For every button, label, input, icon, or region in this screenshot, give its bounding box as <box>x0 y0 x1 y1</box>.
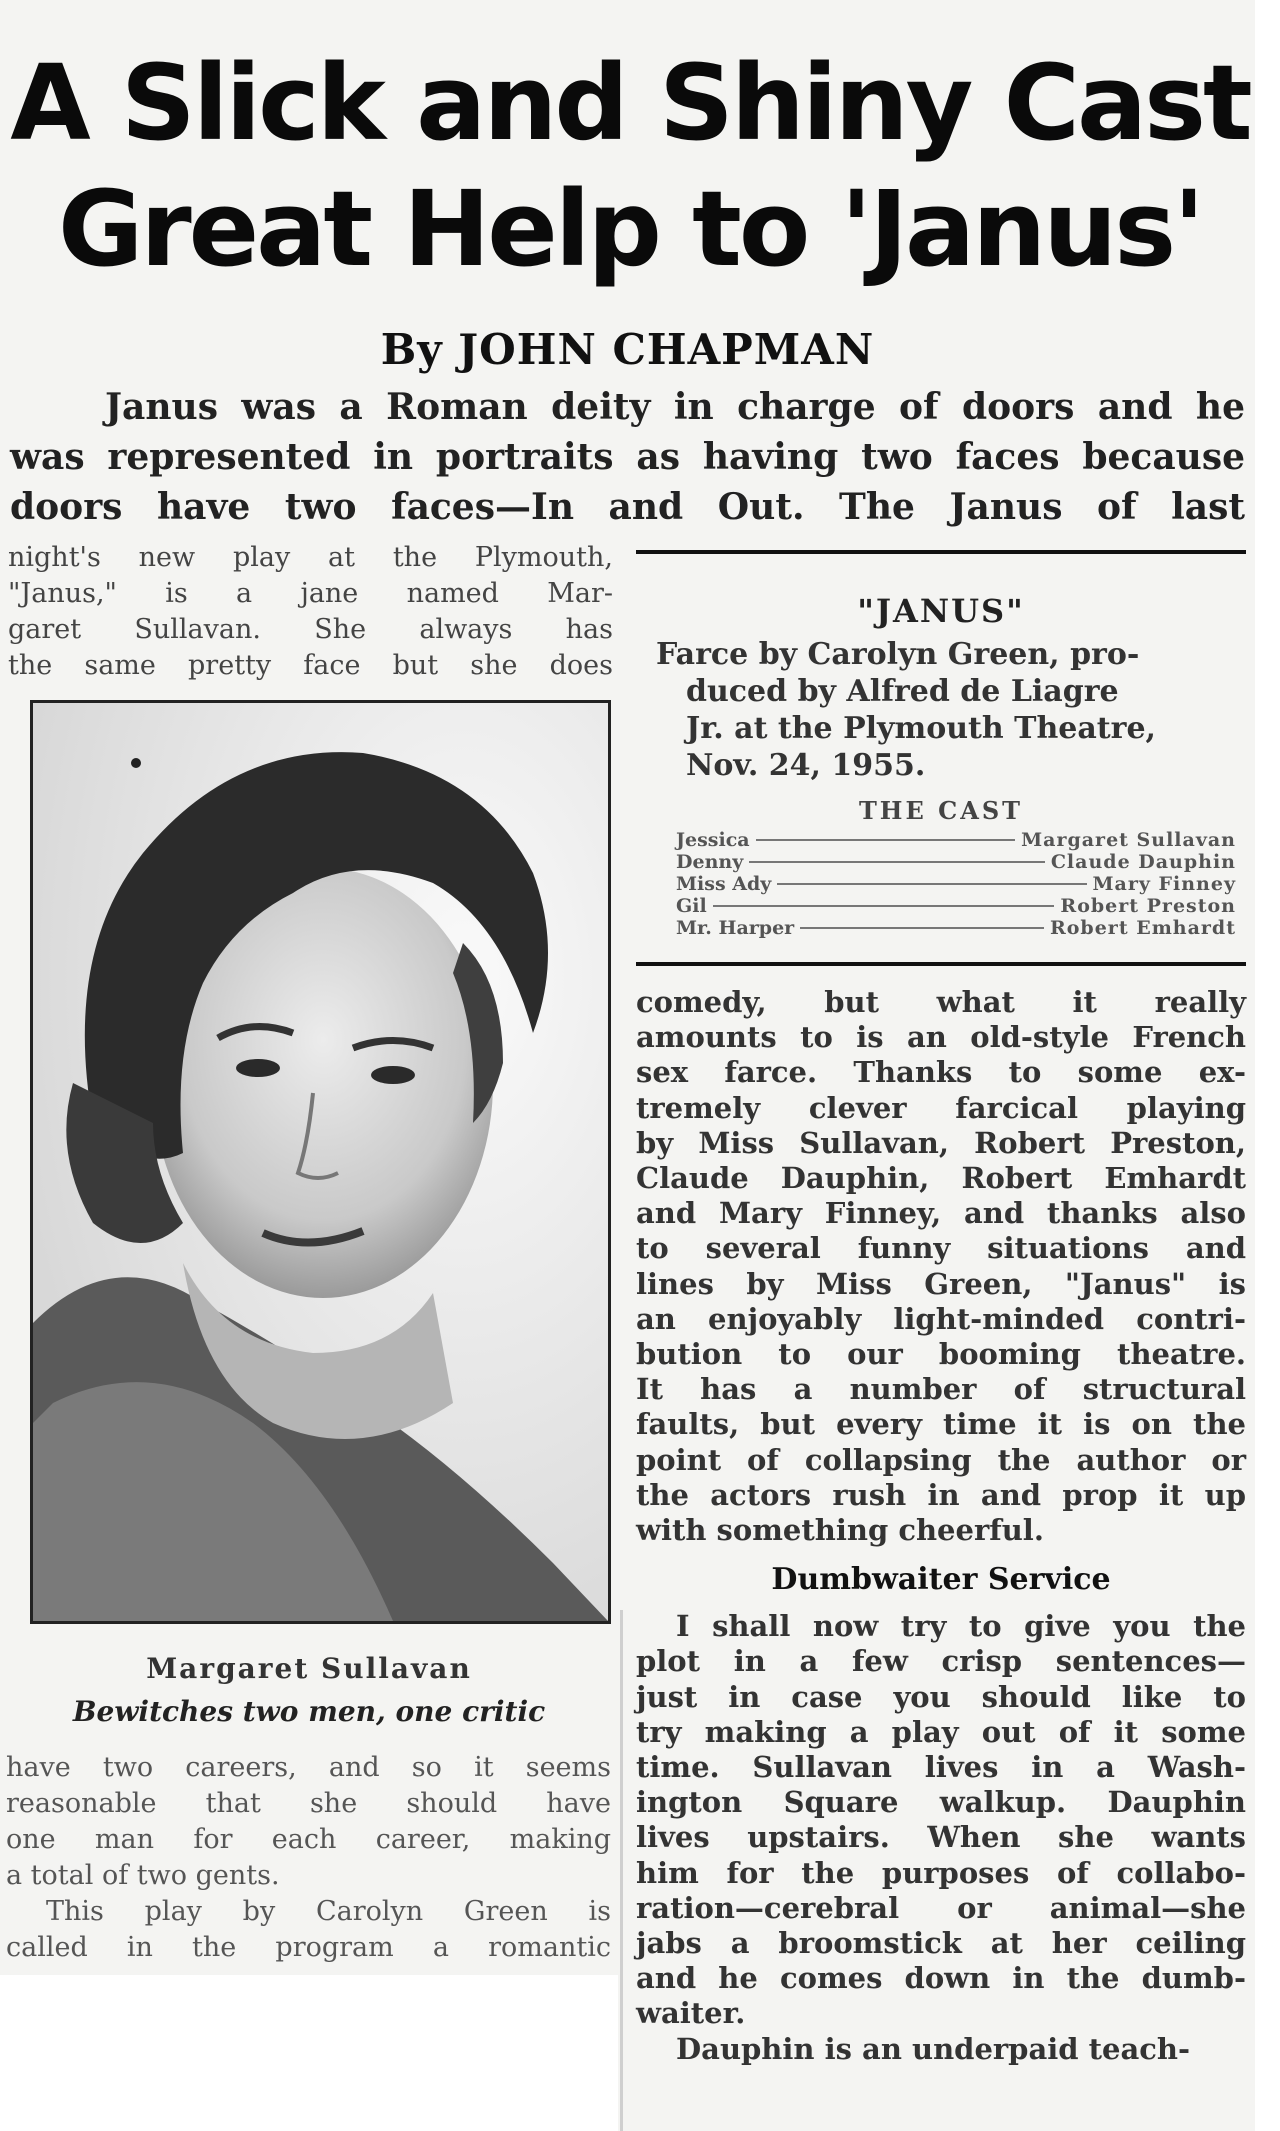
headline <box>10 40 1250 292</box>
portrait-photo <box>30 700 611 1624</box>
leader-line <box>777 883 1086 885</box>
cast-row <box>676 851 1236 873</box>
leader-line <box>749 861 1045 863</box>
page-margin <box>0 1975 618 2131</box>
text-line: waiter. <box>636 1996 746 2031</box>
cast-row <box>676 895 1236 917</box>
cast-row <box>676 873 1236 895</box>
text-line: by Miss Sullavan, Robert Preston, <box>636 1125 1246 1160</box>
byline: By JOHN CHAPMAN <box>380 325 875 374</box>
headline-line-1: A Slick and Shiny Cast <box>10 42 1250 164</box>
text-line: one man for each career, making <box>6 1824 611 1855</box>
cast-role: Gil <box>676 895 707 917</box>
cast-actor: Robert Emhardt <box>1049 917 1236 939</box>
text-line: plot in a few crisp sentences— <box>636 1644 1246 1679</box>
headline-line-2: Great Help to 'Janus' <box>57 168 1203 290</box>
box-description <box>658 636 1236 784</box>
text-line: called in the program a romantic <box>6 1932 611 1963</box>
text-line: faults, but every time it is on the <box>636 1407 1246 1442</box>
text-line: It has a number of structural <box>636 1372 1246 1407</box>
text-line: try making a play out of it some <box>636 1714 1246 1749</box>
column-divider <box>620 1610 623 2131</box>
left-column-bottom <box>6 1750 611 1966</box>
text-line: time. Sullavan lives in a Wash- <box>636 1750 1246 1785</box>
text-line: him for the purposes of collabo- <box>636 1855 1246 1890</box>
text-line: I shall now try to give you the <box>676 1609 1246 1644</box>
text-line: Claude Dauphin, Robert Emhardt <box>636 1161 1246 1196</box>
text-line: with something cheerful. <box>636 1513 1044 1548</box>
text-line: comedy, but what it really <box>636 985 1246 1019</box>
cast-actor: Robert Preston <box>1060 895 1236 917</box>
text-line: lines by Miss Green, "Janus" is <box>636 1266 1246 1301</box>
text-line: ration—cerebral or animal—she <box>636 1890 1246 1925</box>
text-line: "Janus," is a jane named Mar- <box>8 578 613 609</box>
text-line: point of collapsing the author or <box>636 1442 1246 1477</box>
cast-heading: THE CAST <box>858 796 1024 825</box>
lede-line: was represented in portraits as having two faces because <box>10 436 1245 478</box>
text-line: amounts to is an old-style French <box>636 1020 1246 1055</box>
box-title: "JANUS" <box>857 592 1025 630</box>
text-line: night's new play at the Plymouth, <box>8 542 613 573</box>
text-line: This play by Carolyn Green is <box>46 1896 611 1927</box>
photo-caption-subtitle: Bewitches two men, one critic <box>72 1695 546 1728</box>
text-line: and he comes down in the dumb- <box>636 1961 1246 1996</box>
cast-role: Denny <box>676 851 744 873</box>
text-line: bution to our booming theatre. <box>636 1337 1246 1372</box>
cast-actor: Mary Finney <box>1092 873 1236 895</box>
cast-row <box>676 829 1236 851</box>
text-line: lives upstairs. When she wants <box>636 1820 1246 1855</box>
cast-role: Miss Ady <box>676 873 772 895</box>
cast-actor: Margaret Sullavan <box>1021 829 1236 851</box>
text-line: a total of two gents. <box>6 1860 280 1891</box>
text-line: jabs a broomstick at her ceiling <box>636 1926 1246 1961</box>
leader-line <box>756 839 1016 841</box>
desc-line: Farce by Carolyn Green, pro- <box>656 637 1140 672</box>
lede-paragraph <box>10 382 1245 532</box>
right-column <box>636 985 1246 2067</box>
cast-role: Jessica <box>676 829 750 851</box>
leader-line <box>800 927 1044 929</box>
text-line: tremely clever farcical playing <box>636 1090 1246 1125</box>
text-line: garet Sullavan. She always has <box>8 614 613 645</box>
text-line: reasonable that she should have <box>6 1788 611 1819</box>
portrait-image <box>33 703 608 1621</box>
text-line: have two careers, and so it seems <box>6 1752 611 1783</box>
play-info-box <box>636 550 1246 966</box>
desc-line: duced by Alfred de Liagre <box>686 674 1119 709</box>
section-subhead: Dumbwaiter Service <box>771 1562 1111 1598</box>
text-line: an enjoyably light-minded contri- <box>636 1301 1246 1336</box>
text-line: just in case you should like to <box>636 1679 1246 1714</box>
text-line: the same pretty face but she does <box>8 650 613 681</box>
desc-line: Jr. at the Plymouth Theatre, <box>686 711 1156 746</box>
lede-line: doors have two faces—In and Out. The Janus of last <box>10 486 1245 528</box>
text-line: the actors rush in and prop it up <box>636 1477 1246 1512</box>
leader-line <box>713 905 1055 907</box>
text-line: sex farce. Thanks to some ex- <box>636 1055 1246 1090</box>
lede-line: Janus was a Roman deity in charge of doors and he <box>105 386 1245 428</box>
cast-role: Mr. Harper <box>676 917 795 939</box>
text-line: Dauphin is an underpaid teach- <box>676 2031 1191 2066</box>
left-column-top <box>8 540 613 684</box>
photo-caption-name: Margaret Sullavan <box>146 1652 472 1685</box>
cast-actor: Claude Dauphin <box>1050 851 1236 873</box>
cast-row <box>676 917 1236 939</box>
text-line: to several funny situations and <box>636 1231 1246 1266</box>
text-line: and Mary Finney, and thanks also <box>636 1196 1246 1231</box>
text-line: ington Square walkup. Dauphin <box>636 1785 1246 1820</box>
desc-line: Nov. 24, 1955. <box>686 748 926 783</box>
